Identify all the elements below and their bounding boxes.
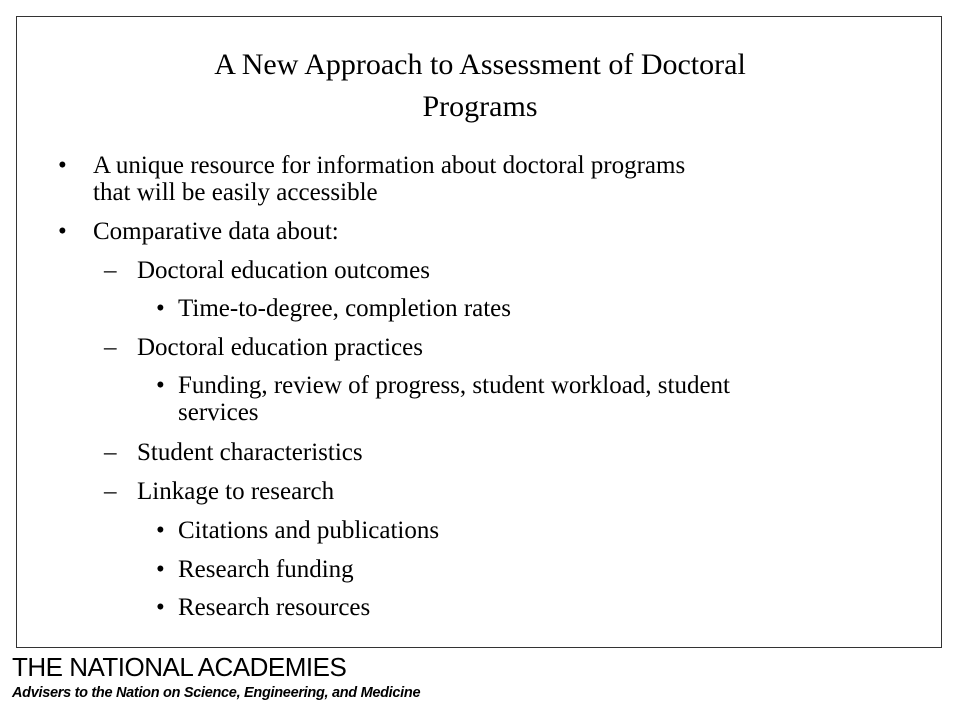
slide-title-line-1: A New Approach to Assessment of Doctoral <box>214 48 746 81</box>
dash-marker: – <box>104 439 117 466</box>
bullet-marker: • <box>156 517 165 544</box>
subitem-text: Linkage to research <box>137 478 335 505</box>
bullet-marker: • <box>156 594 165 621</box>
bullet-marker: • <box>156 556 165 583</box>
detail-text: Funding, review of progress, student workload, student <box>178 372 731 399</box>
subitem-text: Doctoral education practices <box>137 334 423 361</box>
logo-org-name: THE NATIONAL ACADEMIES <box>12 652 347 682</box>
detail-text: Time-to-degree, completion rates <box>178 295 512 322</box>
detail-text: Research resources <box>178 594 371 621</box>
dash-marker: – <box>104 334 117 361</box>
subitem-text: Doctoral education outcomes <box>137 257 430 284</box>
detail-text: Citations and publications <box>178 517 440 544</box>
dash-marker: – <box>104 478 117 505</box>
bullet-text: Comparative data about: <box>93 218 339 245</box>
slide-title-line-2: Programs <box>422 90 538 123</box>
subitem-text: Student characteristics <box>137 439 363 466</box>
bullet-marker: • <box>156 372 165 399</box>
national-academies-logo <box>12 652 420 702</box>
detail-text: Research funding <box>178 556 354 583</box>
detail-text: services <box>178 399 259 426</box>
logo-tagline: Advisers to the Nation on Science, Engineering, and Medicine <box>12 685 421 701</box>
bullet-text: A unique resource for information about doctoral programs <box>93 152 686 179</box>
slide-title <box>60 44 900 128</box>
bullet-marker: • <box>156 295 165 322</box>
dash-marker: – <box>104 257 117 284</box>
bullet-marker: • <box>58 152 67 179</box>
bullet-text: that will be easily accessible <box>93 179 378 206</box>
bullet-marker: • <box>58 218 67 245</box>
